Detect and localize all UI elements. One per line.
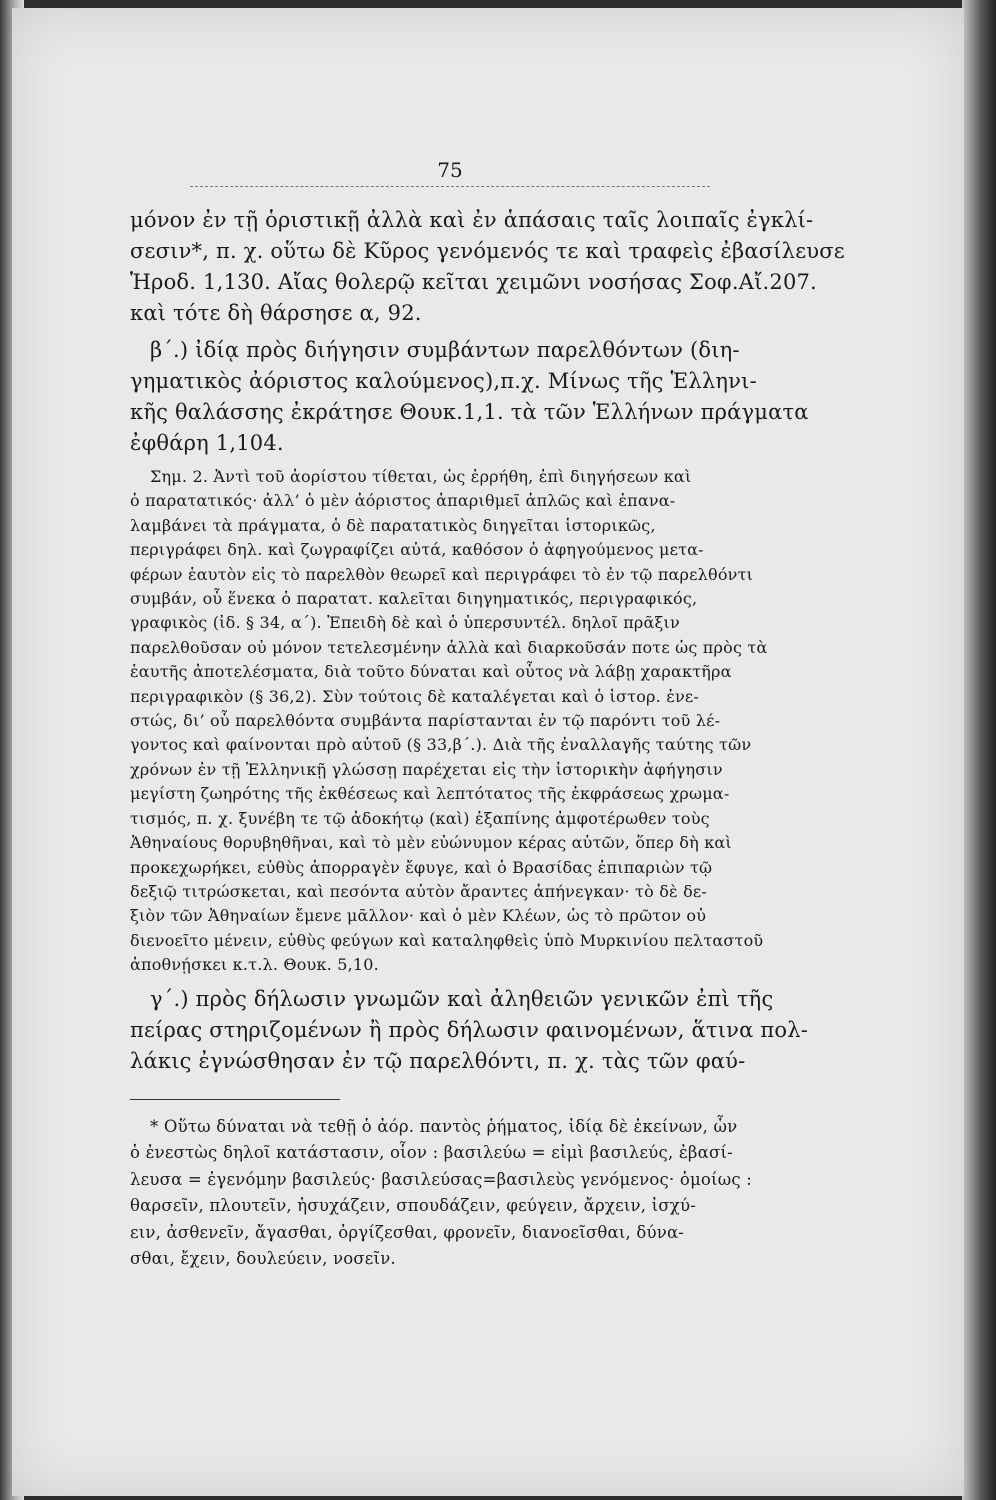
footnote-divider bbox=[130, 1099, 340, 1100]
footnote-line: σθαι, ἔχειν, δουλεύειν, νοσεῖν. bbox=[130, 1249, 396, 1269]
note-line: ξιὸν τῶν Ἀθηναίων ἔμενε μᾶλλον· καὶ ὁ μὲν Κλέων, ὡς τὸ πρῶτον οὐ bbox=[130, 906, 707, 926]
body-line: γηματικὸς ἀόριστος καλούμενος),π.χ. Μίνως τῆς Ἑλληνι- bbox=[130, 369, 757, 393]
page-number: 75 bbox=[190, 158, 710, 187]
footnote-line: ὁ ἐνεστὼς δηλοῖ κατάστασιν, οἷον : βασιλεύω = εἰμὶ βασιλεύς, ἐβασί- bbox=[130, 1143, 733, 1163]
note-line: ἀποθνῄσκει κ.τ.λ. Θουκ. 5,10. bbox=[130, 955, 379, 975]
note-line: Σημ. 2. Ἀντὶ τοῦ ἀορίστου τίθεται, ὡς ἐρρήθη, ἐπὶ διηγήσεων καὶ bbox=[150, 467, 692, 486]
note-line: γραφικὸς (ἰδ. § 34, α΄). Ἐπειδὴ δὲ καὶ ὁ ὑπερσυντέλ. δηλοῖ πρᾶξιν bbox=[130, 613, 680, 633]
main-text-block bbox=[130, 205, 845, 459]
note-line: λαμβάνει τὰ πράγματα, ὁ δὲ παρατατικὸς διηγεῖται ἱστορικῶς, bbox=[130, 515, 656, 535]
footnote-line: ειν, ἀσθενεῖν, ἄγασθαι, ὀργίζεσθαι, φρονεῖν, διανοεῖσθαι, δύνα- bbox=[130, 1222, 685, 1242]
footnote-line: θαρσεῖν, πλουτεῖν, ἡσυχάζειν, σπουδάζειν, φεύγειν, ἄρχειν, ἰσχύ- bbox=[130, 1196, 696, 1216]
body-line: ἐφθάρη 1,104. bbox=[130, 431, 284, 455]
note-line: στώς, δι’ οὗ παρελθόντα συμβάντα παρίστανται ἐν τῷ παρόντι τοῦ λέ- bbox=[130, 711, 721, 731]
body-line: β΄.) ἰδίᾳ πρὸς διήγησιν συμβάντων παρελθόντων (διη- bbox=[150, 338, 740, 362]
body-line: μόνον ἐν τῇ ὁριστικῇ ἀλλὰ καὶ ἐν ἁπάσαις ταῖς λοιπαῖς ἐγκλί- bbox=[130, 208, 814, 232]
page-right-edge-shadow bbox=[962, 0, 996, 1500]
note-line: συμβάν, οὗ ἕνεκα ὁ παρατατ. καλεῖται διηγηματικός, περιγραφικός, bbox=[130, 589, 698, 609]
note-line: γοντος καὶ φαίνονται πρὸ αὐτοῦ (§ 33,β΄.). Διὰ τῆς ἐναλλαγῆς ταύτης τῶν bbox=[130, 735, 752, 755]
note-line: τισμός, π. χ. ξυνέβη τε τῷ ἀδοκήτῳ (καὶ) ἐξαπίνης ἀμφοτέρωθεν τοὺς bbox=[130, 808, 710, 828]
book-page bbox=[12, 8, 964, 1496]
footnote-line: λευσα = ἐγενόμην βασιλεύς· βασιλεύσας=βασιλεὺς γενόμενος· ὁμοίως : bbox=[130, 1169, 753, 1189]
note-line: προκεχωρήκει, εὐθὺς ἀπορραγὲν ἔφυγε, καὶ ὁ Βρασίδας ἐπιπαριὼν τῷ bbox=[130, 857, 713, 877]
note-line: παρελθοῦσαν οὐ μόνον τετελεσμένην ἀλλὰ καὶ διαρκοῦσάν ποτε ὡς πρὸς τὰ bbox=[130, 637, 768, 657]
note-line: φέρων ἑαυτὸν εἰς τὸ παρελθὸν θεωρεῖ καὶ περιγράφει τὸ ἐν τῷ παρελθόντι bbox=[130, 564, 754, 584]
body-line: πείρας στηριζομένων ἢ πρὸς δήλωσιν φαινομένων, ἅτινα πολ- bbox=[130, 1017, 808, 1042]
page-content bbox=[130, 158, 845, 1273]
note-line: Ἀθηναίους θορυβηθῆναι, καὶ τὸ μὲν εὐώνυμον κέρας αὐτῶν, ὅπερ δὴ καὶ bbox=[130, 833, 732, 853]
footnote-line: * Οὕτω δύναται νὰ τεθῇ ὁ ἀόρ. παντὸς ῥήματος, ἰδίᾳ δὲ ἐκείνων, ὧν bbox=[150, 1116, 738, 1136]
footnote-block bbox=[130, 1114, 770, 1273]
note-block bbox=[130, 465, 770, 978]
body-line: Ἡροδ. 1,130. Αἴας θολερῷ κεῖται χειμῶνι νοσήσας Σοφ.Αἴ.207. bbox=[130, 270, 817, 294]
note-line: περιγραφικὸν (§ 36,2). Σὺν τούτοις δὲ καταλέγεται καὶ ὁ ἱστορ. ἐνε- bbox=[130, 686, 700, 706]
note-line: δεξιῷ τιτρώσκεται, καὶ πεσόντα αὐτὸν ἄραντες ἀπήνεγκαν· τὸ δὲ δε- bbox=[130, 881, 708, 901]
body-line: καὶ τότε δὴ θάρσησε α, 92. bbox=[130, 301, 422, 325]
body-line: σεσιν*, π. χ. οὕτω δὲ Κῦρος γενόμενός τε καὶ τραφεὶς ἐβασίλευσε bbox=[130, 239, 845, 263]
body-line: κῆς θαλάσσης ἐκράτησε Θουκ.1,1. τὰ τῶν Ἑλλήνων πράγματα bbox=[130, 400, 809, 424]
note-line: μεγίστη ζωηρότης τῆς ἐκθέσεως καὶ λεπτότατος τῆς ἐκφράσεως χρωμα- bbox=[130, 784, 730, 804]
body-line: γ΄.) πρὸς δήλωσιν γνωμῶν καὶ ἀληθειῶν γενικῶν ἐπὶ τῆς bbox=[150, 986, 774, 1011]
note-line: διενοεῖτο μένειν, εὐθὺς φεύγων καὶ καταληφθεὶς ὑπὸ Μυρκινίου πελταστοῦ bbox=[130, 930, 764, 950]
body-line: λάκις ἐγνώσθησαν ἐν τῷ παρελθόντι, π. χ. τὰς τῶν φαύ- bbox=[130, 1048, 746, 1073]
note-line: χρόνων ἐν τῇ Ἑλληνικῇ γλώσσῃ παρέχεται εἰς τὴν ἱστορικὴν ἀφήγησιν bbox=[130, 759, 723, 779]
note-line: ἑαυτῆς ἀποτελέσματα, διὰ τοῦτο δύναται καὶ οὗτος νὰ λάβῃ χαρακτῆρα bbox=[130, 662, 732, 682]
note-line: περιγράφει δηλ. καὶ ζωγραφίζει αὐτά, καθόσον ὁ ἀφηγούμενος μετα- bbox=[130, 540, 704, 560]
note-line: ὁ παρατατικός· ἀλλ’ ὁ μὲν ἀόριστος ἀπαριθμεῖ ἁπλῶς καὶ ἐπανα- bbox=[130, 491, 676, 511]
gamma-section bbox=[130, 984, 808, 1077]
